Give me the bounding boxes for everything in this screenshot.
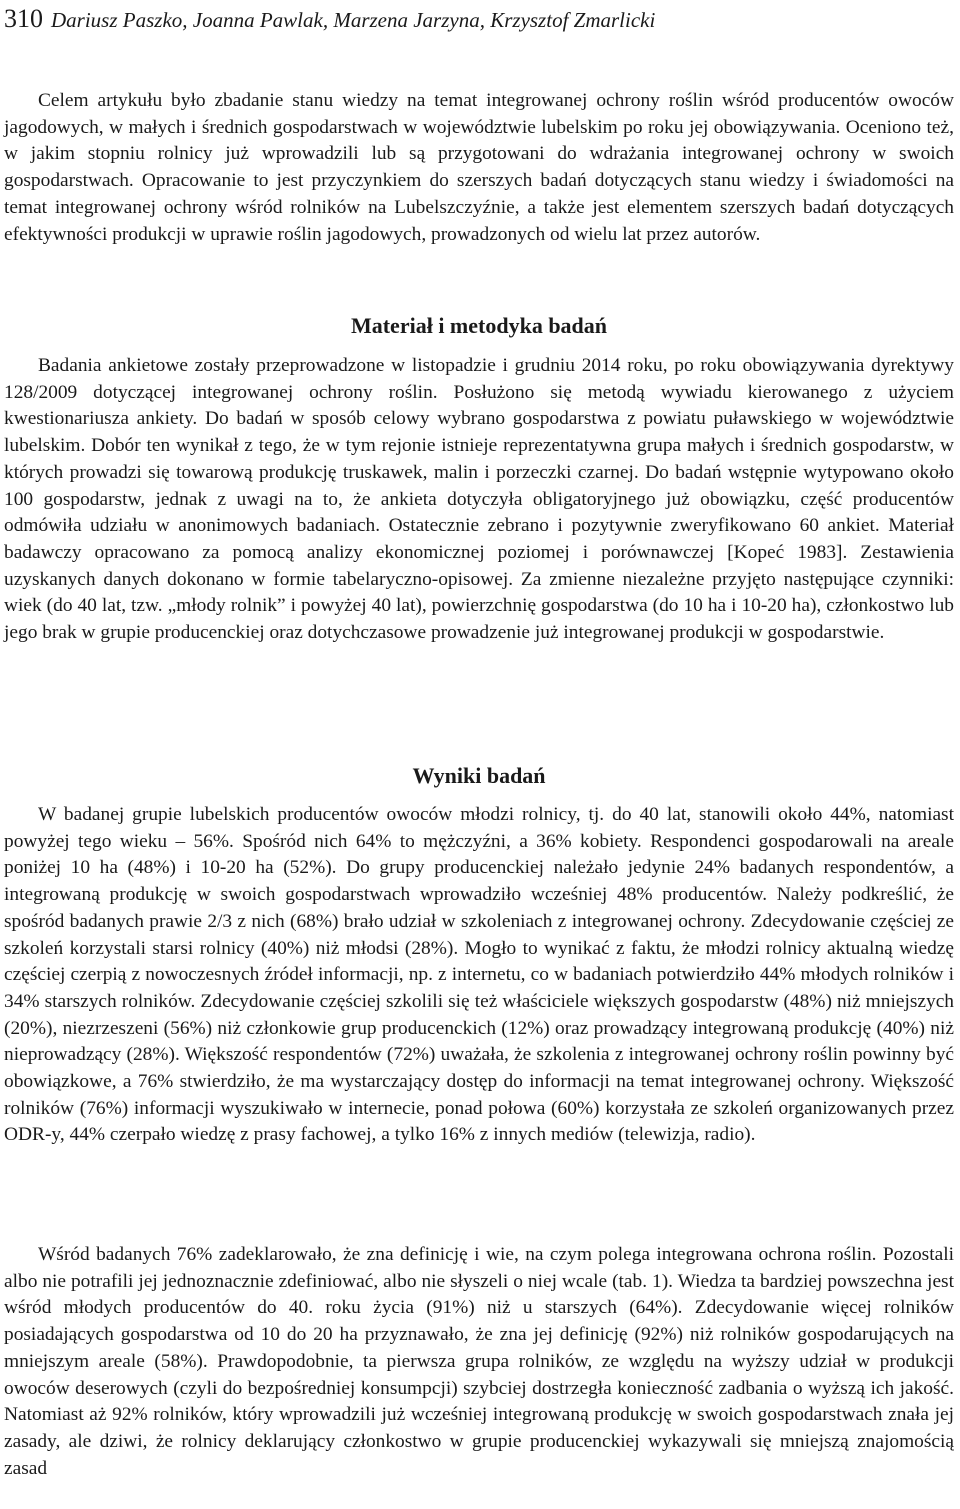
methods-heading: Materiał i metodyka badań: [350, 313, 608, 338]
author-list: Dariusz Paszko, Joanna Pawlak, Marzena Jarzyna, Krzysztof Zmarlicki: [51, 8, 656, 32]
intro-paragraph: [4, 88, 954, 248]
running-header: [4, 2, 954, 36]
intro-paragraph-text: Celem artykułu było zbadanie stanu wiedzy na temat integrowanej ochrony roślin wśród producentów owoców jagodowych, w małych i średnich gospodarstwach w województwie lubelskim po roku jej obowiązywania. Oceniono też, w jakim stopniu rolnicy już wprowadzili lub są przygotowani do wdrażania integrowanej ochrony w swoich gospodarstwach. Opracowanie to jest przyczynkiem do szerszych badań dotyczących stanu wiedzy i świadomości na temat integrowanej ochrony wśród rolników na Lubelszczyźnie, a także jest elementem szerszych badań dotyczących efektywności produkcji w uprawie roślin jagodowych, prowadzonych od wielu lat przez autorów.: [4, 90, 954, 245]
results-paragraph-1: [4, 802, 954, 1149]
results-paragraph-2-text: Wśród badanych 76% zadeklarowało, że zna definicję i wie, na czym polega integrowana ochrona roślin. Pozostali albo nie potrafili jej jednoznacznie zdefiniować, albo nie słyszeli o niej wcale (tab. 1). Wiedza ta bardziej powszechna jest wśród młodych producentów do 40. roku życia (91%) niż u starszych (64%). Zdecydowanie więcej rolników posiadających gospodarstwa od 10 do 20 ha przyznawało, że zna jej definicję (92%) niż rolników gospodarujących na mniejszym areale (58%). Prawdopodobnie, ta pierwsza grupa rolników, ze względu na wyższy udział w produkcji owoców deserowych (czyli do bezpośredniej konsumpcji) szybciej dostrzegła konieczność zadbania o wyższą ich jakość. Natomiast aż 92% rolników, który wprowadzili już wcześniej integrowaną produkcję w swoich gospodarstwach znała jej zasady, ale dziwi, że rolnicy deklarujący członkostwo w grupie producenckiej wykazywali się mniejszą znajomością zasad: [4, 1244, 954, 1479]
results-heading: Wyniki badań: [412, 763, 546, 788]
methods-paragraph: [4, 353, 954, 647]
results-paragraph-2: [4, 1242, 954, 1509]
methods-paragraph-text: Badania ankietowe zostały przeprowadzone w listopadzie i grudniu 2014 roku, po roku obowiązywania dyrektywy 128/2009 dotyczącej integrowanej ochrony roślin. Posłużono się metodą wywiadu kierowanego z użyciem kwestionariusza ankiety. Do badań w sposób celowy wybrano gospodarstwa z powiatu puławskiego w województwie lubelskim. Dobór ten wynikał z tego, że w tym rejonie istnieje reprezentatywna grupa małych i średnich gospodarstw, w których prowadzi się towarową produkcję truskawek, malin i porzeczki czarnej. Do badań wstępnie wytypowano około 100 gospodarstw, jednak z uwagi na to, że ankieta dotyczyła obligatoryjnego już obowiązku, część producentów odmówiła udziału w anonimowych badaniach. Ostatecznie zebrano i pozytywnie zweryfikowano 60 ankiet. Materiał badawczy opracowano za pomocą analizy ekonomicznej poziomej i porównawczej [Kopeć 1983]. Zestawienia uzyskanych danych dokonano w formie tabelaryczno-opisowej. Za zmienne niezależne przyjęto następujące czynniki: wiek (do 40 lat, tzw. „młody rolnik” i powyżej 40 lat), powierzchnię gospodarstwa (do 10 ha i 10-20 ha), członkostwo lub jego brak w grupie producenckiej oraz dotychczasowe prowadzenie już integrowanej produkcji w gospodarstwie.: [4, 355, 954, 644]
results-paragraph-1-text: W badanej grupie lubelskich producentów owoców młodzi rolnicy, tj. do 40 lat, stanowili około 44%, natomiast powyżej tego wieku – 56%. Spośród nich 64% to mężczyźni, a 36% kobiety. Respondenci gospodarowali na areale poniżej 10 ha (48%) i 10-20 ha (52%). Do grupy producenckiej należało jedynie 24% badanych respondentów, a integrowaną produkcję w swoich gospodarstwach wprowadziło wcześniej 48% producentów. Należy podkreślić, że spośród badanych prawie 2/3 z nich (68%) brało udział w szkoleniach z integrowanej ochrony. Zdecydowanie częściej ze szkoleń korzystali starsi rolnicy (40%) niż młodsi (28%). Mogło to wynikać z faktu, że młodzi rolnicy aktualną wiedzę częściej czerpią z nowoczesnych źródeł informacji, np. z internetu, co w badaniach potwierdziło 44% młodych rolników i 34% starszych rolników. Zdecydowanie częściej szkolili się też właściciele większych gospodarstw (48%) niż mniejszych (20%), niezrzeszeni (56%) niż członkowie grup producenckich (12%) oraz prowadzący integrowaną produkcję (40%) niż nieprowadzący (28%). Większość respondentów (72%) uważała, że szkolenia z integrowanej ochrony roślin powinny być obowiązkowe, a 76% stwierdziło, że ma wystarczający dostęp do informacji na temat integrowanej ochrony. Większość rolników (76%) informacji wyszukiwało w internecie, ponad połowa (60%) korzystała ze szkoleń organizowanych przez ODR-y, 44% czerpało wiedzę z prasy fachowej, a tylko 16% z innych mediów (telewizja, radio).: [4, 804, 954, 1146]
page-number: 310: [4, 4, 43, 33]
